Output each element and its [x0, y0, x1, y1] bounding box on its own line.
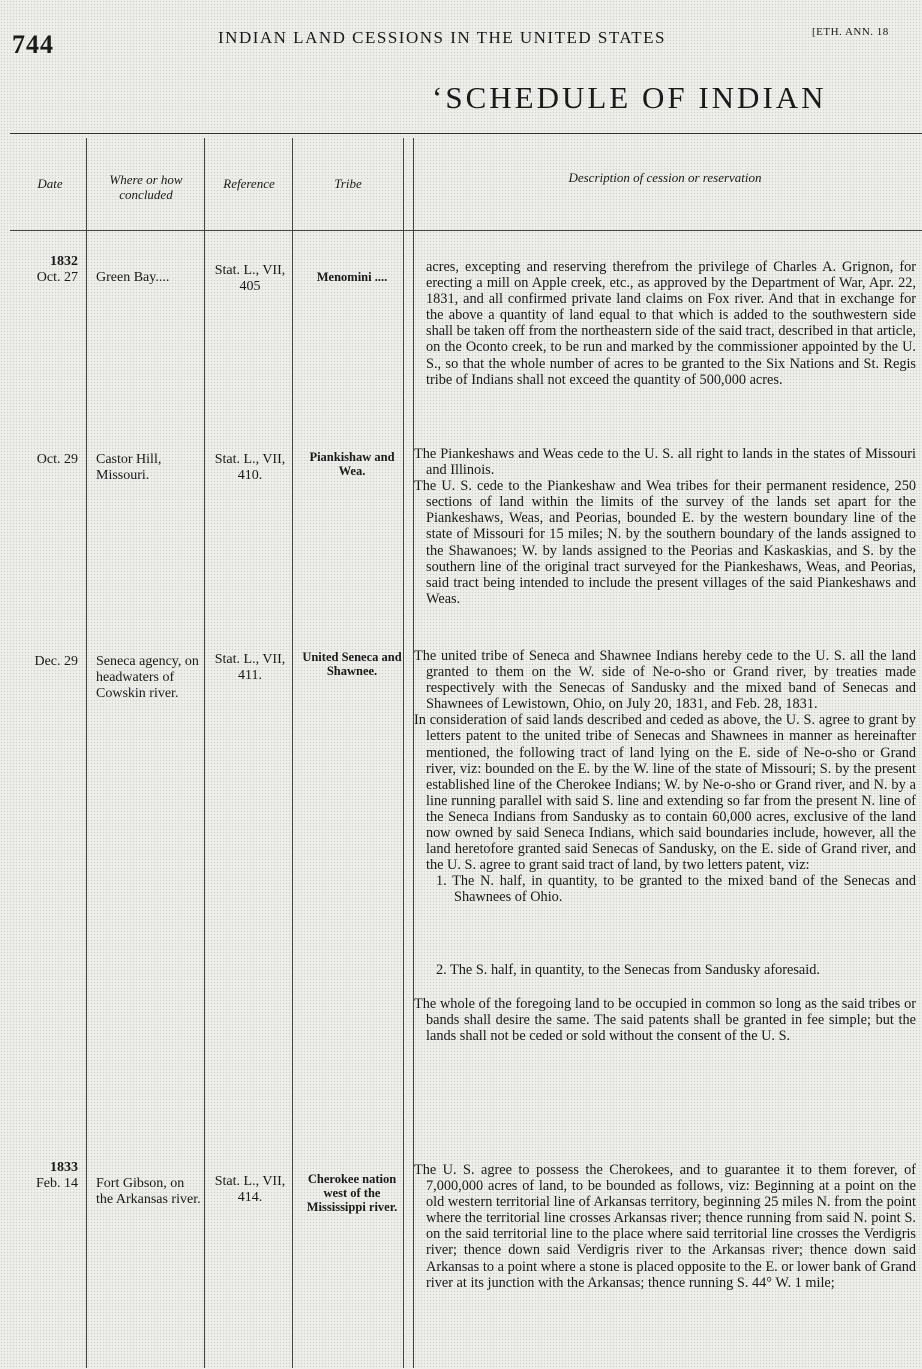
entry-year: 1832 — [50, 254, 78, 269]
description-paragraph: The united tribe of Seneca and Shawnee Indians hereby cede to the U. S. all the land granted to them on the W. side of Ne-o-sho or Grand river, by treaties made respectively with the Senecas of Sandusky and the mixed band of Senecas and Shawnees of Lewistown, Ohio, on July 20, 1831, and Feb. 28, 1831. — [414, 648, 916, 713]
description-list-item: 2. The S. half, in quantity, to the Senecas from Sandusky aforesaid. — [436, 961, 820, 978]
entry-day: Dec. 29 — [34, 654, 78, 669]
entry-description — [414, 1162, 916, 1291]
entry-reference: Stat. L., VII, 414. — [214, 1174, 286, 1206]
entry-date — [10, 452, 78, 468]
entry-reference: Stat. L., VII, 410. — [214, 452, 286, 484]
column-divider — [86, 138, 87, 1368]
entry-where: Fort Gibson, on the Arkansas river. — [96, 1176, 201, 1208]
running-note: [ETH. ANN. 18 — [812, 26, 889, 38]
column-divider — [204, 138, 205, 1368]
entry-day: Oct. 27 — [36, 270, 78, 286]
entry-year: 1833 — [50, 1160, 78, 1175]
entry-reference: Stat. L., VII, 411. — [214, 652, 286, 684]
entry-tribe: Cherokee nation west of the Mississippi river. — [306, 1172, 398, 1214]
entry-day: Oct. 29 — [36, 452, 78, 467]
entry-description — [414, 446, 916, 607]
entry-date — [10, 1160, 78, 1192]
description-paragraph: In consideration of said lands described and ceded as above, the U. S. agree to grant by letters patent to the united tribe of Senecas and Shawnees in manner as hereinafter mentioned, the following tract of land lying on the E. side of Ne-o-sho or Grand river, viz: bounded on the E. by the W. line of the state of Missouri; S. by the present established line of the Cherokee Indians; W. by Ne-o-sho or Grand river, and N. by a line running parallel with said S. line and extending so far from the present N. line of the Seneca Indians from Sandusky as to contain 60,000 acres, exclusive of the land now owned by said Seneca Indians, which said boundaries include, however, all the land heretofore granted said Senecas of Sandusky, on the E. side of Grand river, and the U. S. agree to grant said tract of land, by two letters patent, viz: — [414, 712, 916, 874]
schedule-title-text: SCHEDULE OF INDIAN — [445, 80, 827, 115]
entry-tribe: Menomini .... — [316, 270, 388, 284]
column-header-where: Where or how concluded — [109, 172, 183, 202]
entry-date — [10, 654, 78, 670]
entry-description — [414, 259, 916, 388]
entry-description — [414, 648, 916, 1044]
schedule-title: ‘SCHEDULE OF INDIAN — [432, 80, 827, 115]
description-paragraph: The U. S. cede to the Piankeshaw and Wea tribes for their permanent residence, 250 sections of land within the limits of the survey of the lands set apart for the Piankeshaws, Weas, and Peorias, bounded E. by the western boundary line of the state of Missouri for 15 miles; N. by the southern boundary of the lands assigned to the Shawanoes; W. by lands assigned to the Peorias and Kaskaskias, and S. by the southern line of the original tract surveyed for the Piankeshaws, Weas, and Peorias, said tract being intended to include the present villages of the said Piankeshaws and Weas. — [414, 478, 916, 607]
column-header-description: Description of cession or reservation — [568, 170, 762, 185]
running-title: INDIAN LAND CESSIONS IN THE UNITED STATES — [218, 28, 666, 47]
column-header-reference: Reference — [223, 176, 275, 191]
column-header-tribe: Tribe — [334, 176, 362, 191]
entry-tribe: United Seneca and Shawnee. — [302, 650, 402, 678]
page-number: 744 — [12, 30, 54, 59]
column-divider — [292, 138, 293, 1368]
entry-date — [10, 254, 78, 286]
entry-where: Castor Hill, Missouri. — [96, 452, 162, 484]
description-paragraph: The U. S. agree to possess the Cherokees, and to guarantee it to them forever, of 7,000,000 acres of land, to be bounded as follows, viz: Beginning at a point on the old western territorial line of Arkansas territory, beginning 25 miles N. from the point where the territorial line crosses Arkansas river; thence running from said N. point S. on the said territorial line to the place where said territorial line crosses the Verdigris river; thence down said Verdigris river to the Arkansas river; thence down said Arkansas to a point where a stone is placed opposite to the E. or lower bank of Grand river at its junction with the Arkansas; thence running S. 44° W. 1 mile; — [414, 1162, 916, 1291]
entry-where: Seneca agency, on headwaters of Cowskin river. — [96, 654, 199, 702]
description-list-item: 1. The N. half, in quantity, to be granted to the mixed band of the Senecas and Shawnees of Ohio. — [436, 873, 916, 906]
entry-day: Feb. 14 — [36, 1176, 78, 1192]
column-header-date: Date — [37, 176, 63, 191]
header-rule — [10, 230, 922, 231]
description-paragraph: The whole of the foregoing land to be occupied in common so long as the said tribes or bands shall desire the same. The said patents shall be granted in fee simple; but the lands shall not be ceded or sold without the consent of the U. S. — [414, 995, 916, 1044]
entry-tribe: Piankishaw and Wea. — [309, 450, 395, 478]
entry-where: Green Bay.... — [96, 270, 170, 285]
description-paragraph: The Piankeshaws and Weas cede to the U. S. all right to lands in the states of Missouri and Illinois. — [414, 446, 916, 479]
entry-reference: Stat. L., VII, 405 — [214, 263, 286, 295]
description-paragraph: acres, excepting and reserving therefrom the privilege of Charles A. Grignon, for erecting a mill on Apple creek, etc., as approved by the Department of War, Apr. 22, 1831, and all confirmed private land claims on Fox river. And that in exchange for the above a quantity of land equal to that which is added to the southwestern side shall be taken off from the northeastern side of the said tract, described in that article, on the Oconto creek, to be run and marked by the commissioner appointed by the U. S., so that the whole number of acres to be granted to the Six Nations and St. Regis tribe of Indians shall not exceed the quantity of 500,000 acres. — [426, 259, 916, 388]
